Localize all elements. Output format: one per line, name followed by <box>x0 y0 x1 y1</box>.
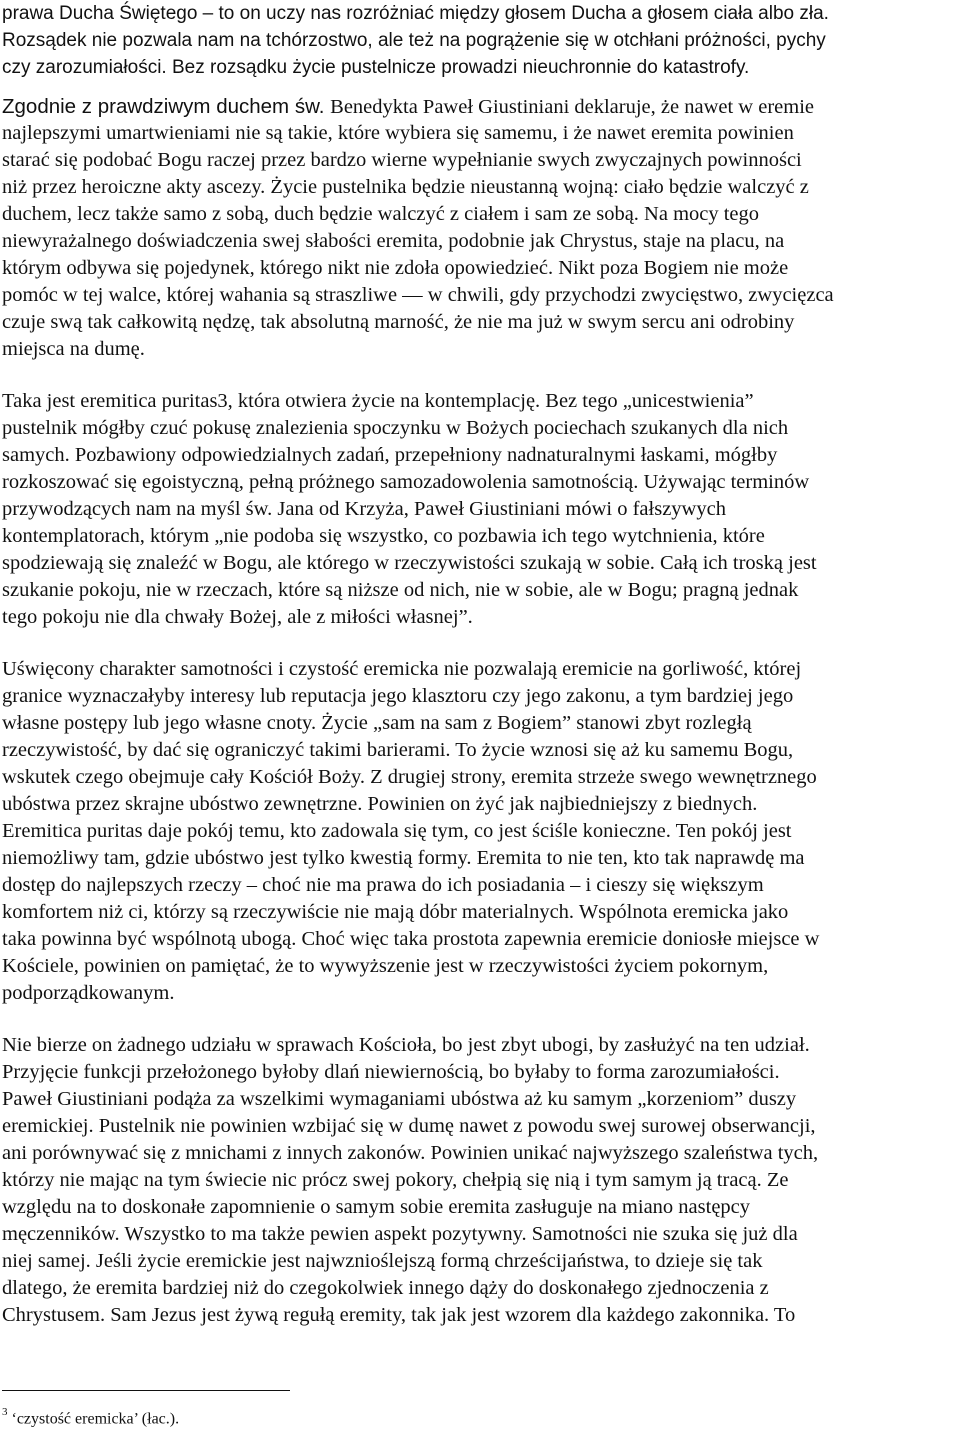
text-line-sans-part: Zgodnie z prawdziwym duchem św. <box>2 95 331 118</box>
text-line: męczenników. Wszystko to ma także pewien aspekt pozytywny. Samotności nie szuka się już dla <box>2 1223 798 1245</box>
text-line: spodziewają się znaleźć w Bogu, ale którego w rzeczywistości szukają w sobie. Całą ich troską jest <box>2 552 817 574</box>
footnote <box>2 1403 179 1430</box>
paragraph-4 <box>2 656 960 1007</box>
text-line: pustelnik mógłby czuć pokusę znalezienia spoczynku w Bożych pociechach szukanych dla nich <box>2 417 789 439</box>
text-line: niewyrażalnego doświadczenia swej słabości eremita, podobnie jak Chrystus, staje na placu, na <box>2 230 785 252</box>
text-line: ani porównywać się z mnichami z innych zakonów. Powinien unikać najwyższego szaleństwa tych, <box>2 1142 819 1164</box>
text-line: duchem, lecz także samo z sobą, duch będzie walczyć z ciałem i sam ze sobą. Na mocy tego <box>2 203 760 225</box>
text-line: Uświęcony charakter samotności i czystość eremicka nie pozwalają eremicie na gorliwość, której <box>2 658 802 680</box>
text-line: rozkoszować się egoistyczną, pełną próżnego samozadowolenia samotnością. Używając terminów <box>2 471 810 493</box>
text-line: pomóc w tej walce, której wahania są straszliwe — w chwili, gdy przychodzi zwycięstwo, zwycięzca <box>2 284 834 306</box>
footnote-text: ‘czystość eremicka’ (łac.). <box>7 1410 180 1428</box>
text-line: czuje swą tak całkowitą nędzę, tak absolutną marność, że nie ma już w swym sercu ani odrobiny <box>2 311 795 333</box>
text-line: podporządkowanym. <box>2 982 175 1004</box>
text-line: rzeczywistość, by dać się ograniczyć takimi barierami. To życie wznosi się aż ku samemu Bogu, <box>2 739 794 761</box>
paragraph-5 <box>2 1032 960 1329</box>
text-line: Nie bierze on żadnego udziału w sprawach Kościoła, bo jest zbyt ubogi, by zasłużyć na ten udział. <box>2 1034 810 1056</box>
text-line: względu na to doskonałe zapomnienie o samym sobie eremita zasługuje na miano następcy <box>2 1196 751 1218</box>
text-line: Paweł Giustiniani podąża za wszelkimi wymaganiami ubóstwa aż ku samym „korzeniom” duszy <box>2 1088 797 1110</box>
paragraph-3 <box>2 388 960 631</box>
text-line: tego pokoju nie dla chwały Bożej, ale z miłości własnej”. <box>2 606 473 628</box>
text-line: komfortem niż ci, którzy są rzeczywiście nie mają dóbr materialnych. Wspólnota eremicka jako <box>2 901 789 923</box>
text-line: najlepszymi umartwieniami nie są takie, które wybiera się samemu, i że nawet eremita powinien <box>2 122 794 144</box>
text-line-serif-part: Benedykta Paweł Giustiniani deklaruje, że nawet w eremie <box>330 96 814 118</box>
text-line: eremickiej. Pustelnik nie powinien wzbijać się w dumę nawet z powodu swej surowej obserwancji, <box>2 1115 816 1137</box>
text-line <box>2 93 960 120</box>
footnote-marker: 3 <box>2 1406 8 1418</box>
text-line: Przyjęcie funkcji przełożonego byłoby dlań niewiernością, bo byłaby to forma zarozumiałości. <box>2 1061 780 1083</box>
text-line: granice wyznaczałyby interesy lub reputacja jego klasztoru czy jego zakonu, a tym bardziej jego <box>2 685 794 707</box>
text-line: własne postępy lub jego własne cnoty. Życie „sam na sam z Bogiem” stanowi zbyt rozległą <box>2 712 752 734</box>
text-line: niż przez heroiczne akty ascezy. Życie pustelnika będzie nieustanną wojną: ciało będzie walczyć z <box>2 176 809 198</box>
text-line: wskutek czego obejmuje cały Kościół Boży. Z drugiej strony, eremita strzeże swego wewnętrznego <box>2 766 817 788</box>
text-line: Taka jest eremitica puritas3, która otwiera życie na kontemplację. Bez tego „unicestwienia” <box>2 390 754 412</box>
text-line: samych. Pozbawiony odpowiedzialnych zadań, przepełniony nadnaturalnymi łaskami, mógłby <box>2 444 778 466</box>
text-line: Rozsądek nie pozwala nam na tchórzostwo, ale też na pogrążenie się w otchłani próżności, pychy <box>2 30 826 51</box>
text-line: którzy nie mając na tym świecie nic prócz swej pokory, chełpią się nią i tym samym ją tracą. Ze <box>2 1169 789 1191</box>
footnote-separator <box>2 1390 290 1391</box>
document-page <box>2 0 960 1428</box>
text-line: Chrystusem. Sam Jezus jest żywą regułą eremity, tak jak jest wzorem dla każdego zakonnika. To <box>2 1304 796 1326</box>
text-line: przywodzących nam na myśl św. Jana od Krzyża, Paweł Giustiniani mówi o fałszywych <box>2 498 726 520</box>
text-line: prawa Ducha Świętego – to on uczy nas rozróżniać między głosem Ducha a głosem ciała albo zła. <box>2 3 829 24</box>
text-line: starać się podobać Bogu raczej przez bardzo wierne wypełnianie swych zwyczajnych powinności <box>2 149 802 171</box>
paragraph-2 <box>2 93 960 363</box>
text-line: taka powinna być wspólnotą ubogą. Choć więc taka prostota zapewnia eremicie doniosłe miejsce w <box>2 928 820 950</box>
text-line: dostęp do najlepszych rzeczy – choć nie ma prawa do ich posiadania – i cieszy się większym <box>2 874 764 896</box>
text-line: niemożliwy tam, gdzie ubóstwo jest tylko kwestią formy. Eremita to nie ten, kto tak naprawdę ma <box>2 847 805 869</box>
text-line: Eremitica puritas daje pokój temu, kto zadowala się tym, co jest ściśle konieczne. Ten pokój jest <box>2 820 792 842</box>
text-line: czy zarozumiałości. Bez rozsądku życie pustelnicze prowadzi nieuchronnie do katastrofy. <box>2 57 750 78</box>
text-line: miejsca na dumę. <box>2 338 145 360</box>
text-line: kontemplatorach, którym „nie podoba się wszystko, co pozbawia ich tego wytchnienia, które <box>2 525 765 547</box>
paragraph-1 <box>2 0 960 81</box>
text-line: niej samej. Jeśli życie eremickie jest najwznioślejszą formą chrześcijaństwa, to dzieje się tak <box>2 1250 763 1272</box>
text-line: ubóstwa przez skrajne ubóstwo zewnętrzne. Powinien on żyć jak najbiedniejszy z biednych. <box>2 793 758 815</box>
text-line: którym odbywa się pojedynek, którego nikt nie zdoła opowiedzieć. Nikt poza Bogiem nie może <box>2 257 789 279</box>
text-line: Kościele, powinien on pamiętać, że to wywyższenie jest w rzeczywistości życiem pokornym, <box>2 955 769 977</box>
text-line: dlatego, że eremita bardziej niż do czegokolwiek innego dąży do doskonałego zjednoczenia z <box>2 1277 769 1299</box>
text-line: szukanie pokoju, nie w rzeczach, które są niższe od nich, nie w sobie, ale w Bogu; pragną jednak <box>2 579 799 601</box>
